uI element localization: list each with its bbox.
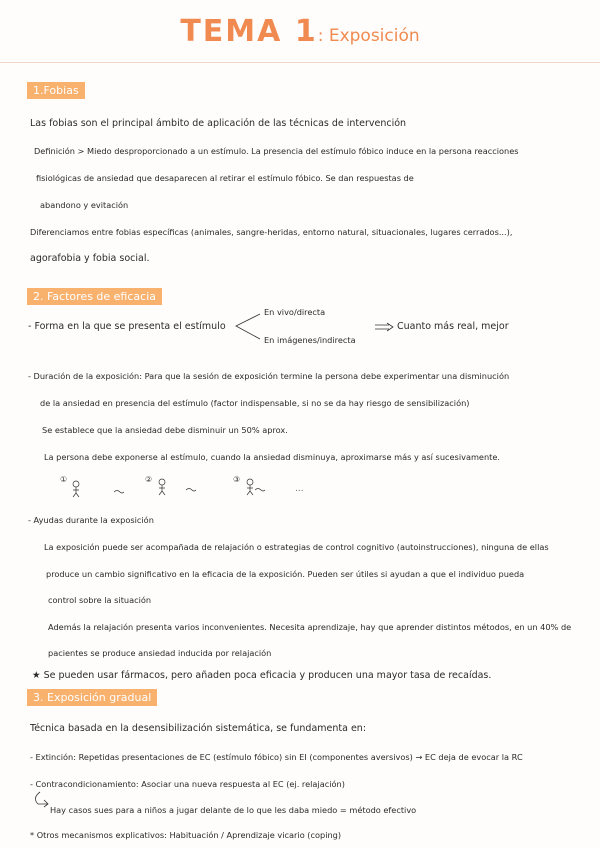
s2-ayudas-line: pacientes se produce ansiedad inducida por relajación — [48, 648, 272, 658]
s2-ayudas-line: produce un cambio significativo en la eficacia de la exposición. Pueden ser útiles si ayudan a que el individuo pueda — [46, 569, 525, 579]
section-header-fobias: 1.Fobias — [27, 82, 85, 99]
s2-ayudas-line: La exposición puede ser acompañada de relajación o estrategias de control cognitivo (autoinstrucciones), ninguna de ellas — [44, 542, 549, 552]
s2-duracion-line: La persona debe exponerse al estímulo, cuando la ansiedad disminuya, aproximarse más y así sucesivamente. — [44, 452, 501, 462]
s1-line: Definición > Miedo desproporcionado a un estímulo. La presencia del estímulo fóbico induce en la persona reacciones — [34, 146, 519, 156]
s3-line: - Contracondicionamiento: Asociar una nueva respuesta al EC (ej. relajación) — [30, 779, 345, 789]
star-icon: ★ — [32, 670, 41, 681]
s3-line: - Extinción: Repetidas presentaciones de EC (estímulo fóbico) sin EI (componentes aversivos) → EC deja de evocar la RC — [30, 752, 523, 762]
s2-duracion-line: Se establece que la ansiedad debe disminuir un 50% aprox. — [42, 425, 288, 435]
s1-line: Las fobias son el principal ámbito de aplicación de las técnicas de intervención — [30, 118, 407, 129]
ellipsis: ... — [295, 484, 304, 494]
s2-duracion-line: - Duración de la exposición: Para que la sesión de exposición termine la persona debe experimentar una disminución — [28, 371, 510, 381]
s2-en-vivo: En vivo/directa — [264, 307, 326, 317]
s3-line: Hay casos sues para a niños a jugar delante de lo que les daba miedo = método efectivo — [50, 805, 417, 815]
s3-line: * Otros mecanismos explicativos: Habituación / Aprendizaje vicario (coping) — [30, 830, 342, 840]
step-number: ③ — [233, 475, 241, 484]
stick-figure-sketch — [156, 478, 216, 498]
s1-line: abandono y evitación — [40, 200, 129, 210]
step-number: ② — [145, 475, 153, 484]
arrow-right-icon — [375, 323, 395, 333]
s1-line: agorafobia y fobia social. — [30, 253, 150, 264]
s1-line: fisiológicas de ansiedad que desaparecen al retirar el estímulo fóbico. Se dan respuestas de — [36, 173, 414, 183]
curved-arrow-icon — [32, 790, 50, 808]
s2-ayudas-line: control sobre la situación — [48, 595, 152, 605]
star-note-text: Se pueden usar fármacos, pero añaden poca eficacia y producen una mayor tasa de recaídas. — [43, 670, 492, 681]
title-sub: : Exposición — [317, 26, 420, 46]
star-note — [32, 670, 491, 682]
s2-forma: - Forma en la que se presenta el estímulo — [28, 321, 226, 332]
s2-duracion-line: de la ansiedad en presencia del estímulo (factor indispensable, si no se da hay riesgo de sensibilización) — [40, 398, 470, 408]
page-title — [0, 14, 600, 49]
s2-ayudas-line: Además la relajación presenta varios inconvenientes. Necesita aprendizaje, hay que aprender distintos métodos, en un 40% de — [48, 622, 572, 632]
header-divider — [0, 62, 600, 63]
section-header-exposicion-gradual: 3. Exposición gradual — [27, 689, 157, 706]
title-main: TEMA 1 — [180, 14, 318, 49]
section-header-factores: 2. Factores de eficacia — [27, 288, 162, 305]
branch-brace — [232, 312, 262, 342]
s2-cuanto: Cuanto más real, mejor — [397, 321, 509, 332]
s1-line: Diferenciamos entre fobias específicas (animales, sangre-heridas, entorno natural, situacionales, lugares cerrados...), — [30, 227, 513, 237]
s2-en-imagenes: En imágenes/indirecta — [264, 335, 356, 345]
stick-figure-sketch — [70, 480, 130, 498]
s3-line: Técnica basada en la desensibilización sistemática, se fundamenta en: — [30, 723, 367, 734]
step-number: ① — [60, 475, 68, 484]
s2-ayudas-line: - Ayudas durante la exposición — [28, 515, 154, 525]
stick-figure-sketch — [244, 478, 284, 498]
